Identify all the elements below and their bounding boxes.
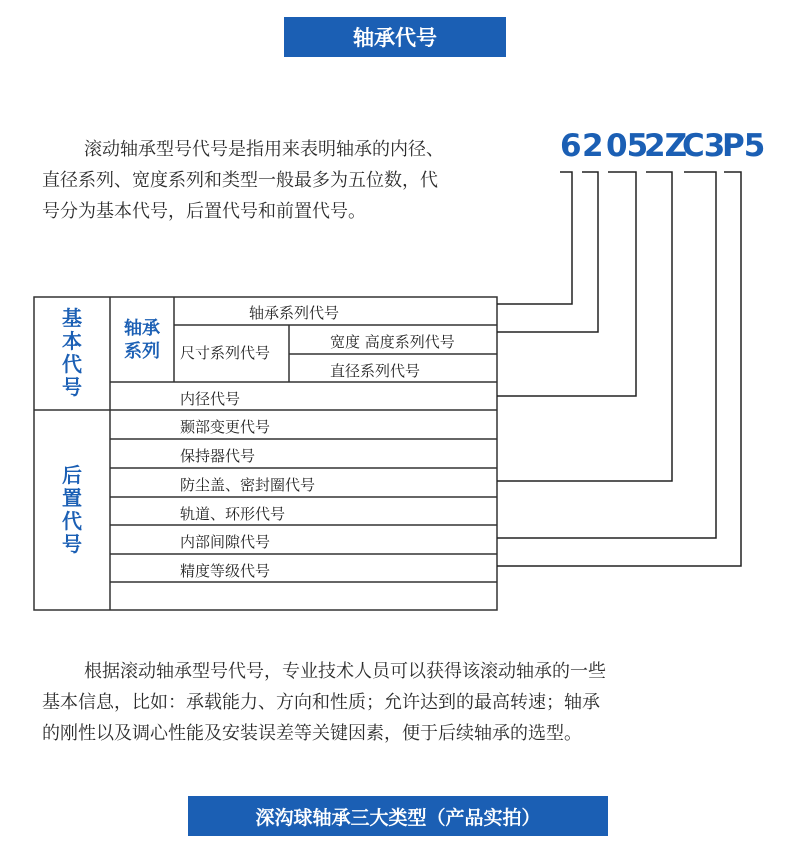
bearing-series-header bbox=[110, 317, 174, 363]
code-part-series: 2 bbox=[582, 128, 603, 164]
intro-line: 号分为基本代号，后置代号和前置代号。 bbox=[42, 201, 366, 222]
code-part-clearance: C3 bbox=[682, 128, 725, 164]
code-part-seal: 2Z bbox=[644, 128, 687, 164]
header-char: 号 bbox=[62, 375, 82, 399]
connector-lines bbox=[497, 172, 741, 566]
code-part-type: 6 bbox=[560, 128, 581, 164]
connector-bore bbox=[497, 172, 636, 396]
rear-code-header bbox=[34, 464, 110, 556]
header-char: 基 bbox=[62, 306, 82, 330]
precision-code-label: 精度等级代号 bbox=[180, 562, 271, 580]
bore-code-label: 内径代号 bbox=[180, 390, 241, 408]
section-title-bearing-code: 轴承代号 bbox=[284, 17, 506, 57]
clearance-code-label: 内部间隙代号 bbox=[180, 533, 271, 551]
bearing-series-code-label: 轴承系列代号 bbox=[249, 304, 340, 322]
connector-type bbox=[497, 172, 572, 304]
code-part-precision: P5 bbox=[722, 128, 765, 164]
header-char: 置 bbox=[62, 486, 82, 510]
header-char: 号 bbox=[62, 532, 82, 556]
summary-line: 的刚性以及调心性能及安装误差等关键因素，便于后续轴承的选型。 bbox=[42, 723, 582, 744]
summary-line: 根据滚动轴承型号代号，专业技术人员可以获得该滚动轴承的一些 bbox=[84, 661, 606, 682]
connector-clearance bbox=[497, 172, 716, 538]
code-part-bore: 05 bbox=[606, 128, 648, 164]
connector-seal bbox=[497, 172, 672, 481]
header-char: 系列 bbox=[124, 341, 160, 362]
connector-series bbox=[497, 172, 598, 332]
header-char: 代 bbox=[62, 509, 82, 533]
cage-code-label: 保持器代号 bbox=[180, 447, 256, 465]
connector-precision bbox=[497, 172, 741, 566]
summary-line: 基本信息，比如：承载能力、方向和性质；允许达到的最高转速；轴承 bbox=[42, 692, 600, 713]
header-char: 本 bbox=[62, 329, 82, 353]
section-title-product-photos: 深沟球轴承三大类型（产品实拍） bbox=[188, 796, 608, 836]
header-char: 轴承 bbox=[124, 318, 160, 339]
header-char: 代 bbox=[62, 352, 82, 376]
width-height-series-label: 宽度 高度系列代号 bbox=[330, 333, 455, 351]
variant-code-label: 颞部变更代号 bbox=[180, 418, 271, 436]
seal-code-label: 防尘盖、密封圈代号 bbox=[180, 476, 316, 494]
header-char: 后 bbox=[62, 463, 82, 487]
intro-line: 滚动轴承型号代号是指用来表明轴承的内径、 bbox=[84, 139, 444, 160]
diameter-series-label: 直径系列代号 bbox=[330, 362, 421, 380]
basic-code-header bbox=[34, 307, 110, 399]
summary-paragraph bbox=[42, 656, 742, 749]
intro-line: 直径系列、宽度系列和类型一般最多为五位数，代 bbox=[42, 170, 438, 191]
size-series-code-label: 尺寸系列代号 bbox=[180, 344, 271, 362]
track-code-label: 轨道、环形代号 bbox=[180, 505, 286, 523]
